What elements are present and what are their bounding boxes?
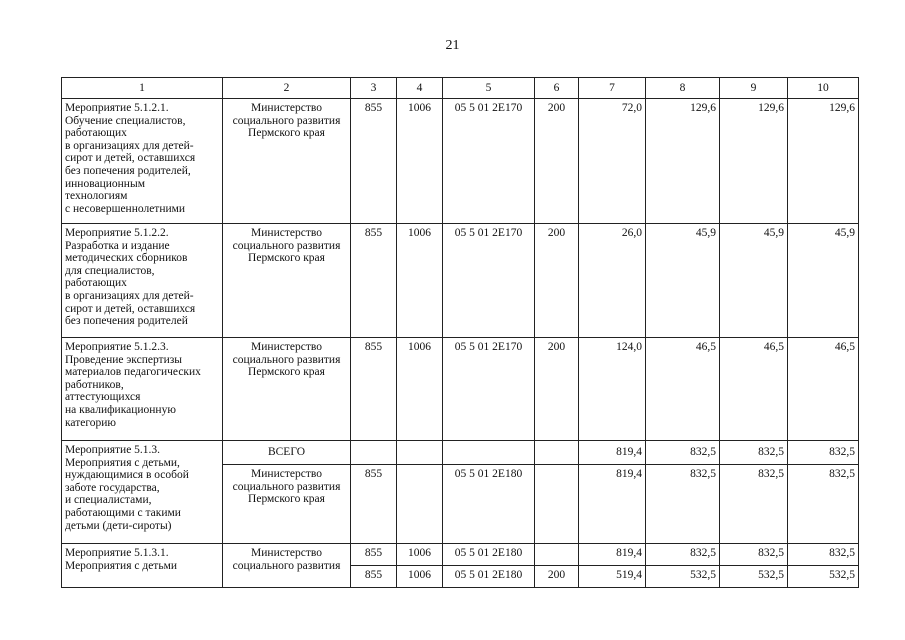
row-c6: 200: [535, 566, 579, 588]
row-executor: Министерство социального развития: [232, 547, 341, 572]
row-c9: 532,5: [720, 566, 788, 588]
row-executor: Министерство социального развития Пермского края: [232, 102, 341, 140]
header-col-3: 3: [351, 78, 397, 99]
row-c7: 124,0: [579, 338, 646, 441]
row-name-cell: [62, 224, 223, 338]
row-name: Мероприятие 5.1.3.1. Мероприятия с детьми: [65, 547, 178, 572]
header-col-4: 4: [397, 78, 443, 99]
row-name-cell: [62, 544, 223, 588]
row-c9: 129,6: [720, 99, 788, 224]
row-c4: 1006: [397, 99, 443, 224]
row-c8: 832,5: [646, 544, 720, 566]
row-c8: 832,5: [646, 465, 720, 544]
header-col-5: 5: [443, 78, 535, 99]
total-c6: [535, 441, 579, 465]
row-c8: 46,5: [646, 338, 720, 441]
total-c10: 832,5: [788, 441, 859, 465]
row-name: Мероприятие 5.1.2.1. Обучение специалистов, работающих в организациях для детей- сирот и детей, оставшихся без попечения родителей, инновационным технологиям с несовершеннолетними: [65, 102, 196, 215]
row-c6: [535, 544, 579, 566]
total-c9: 832,5: [720, 441, 788, 465]
row-c4: 1006: [397, 338, 443, 441]
header-col-9: 9: [720, 78, 788, 99]
row-c7: 72,0: [579, 99, 646, 224]
row-name: Мероприятие 5.1.3. Мероприятия с детьми, нуждающимися в особой заботе государства, и специалистами, работающими с такими детьми (дети-сироты): [65, 444, 189, 532]
row-c3: 855: [351, 544, 397, 566]
budget-table: [61, 77, 859, 588]
row-c4: 1006: [397, 224, 443, 338]
row-c3: 855: [351, 224, 397, 338]
row-c3: 855: [351, 566, 397, 588]
header-col-8: 8: [646, 78, 720, 99]
row-c9: 45,9: [720, 224, 788, 338]
table-row: [62, 99, 859, 224]
table-row: [62, 544, 859, 566]
total-c7: 819,4: [579, 441, 646, 465]
header-col-6: 6: [535, 78, 579, 99]
row-c7: 819,4: [579, 544, 646, 566]
row-name: Мероприятие 5.1.2.3. Проведение экспертизы материалов педагогических работников, аттестующихся на квалификационную категорию: [65, 341, 201, 429]
row-executor-cell: [223, 338, 351, 441]
table-row: [62, 224, 859, 338]
row-c5: 05 5 01 2E170: [443, 338, 535, 441]
row-executor: Министерство социального развития Пермского края: [232, 468, 341, 506]
row-executor: Министерство социального развития Пермского края: [232, 227, 341, 265]
row-c8: 45,9: [646, 224, 720, 338]
table-row: [62, 338, 859, 441]
row-c5: 05 5 01 2E180: [443, 544, 535, 566]
row-executor-cell: [223, 224, 351, 338]
header-col-10: 10: [788, 78, 859, 99]
row-c4: [397, 465, 443, 544]
row-c5: 05 5 01 2E170: [443, 99, 535, 224]
row-c7: 26,0: [579, 224, 646, 338]
row-c4: 1006: [397, 566, 443, 588]
row-c4: 1006: [397, 544, 443, 566]
total-label: ВСЕГО: [223, 441, 351, 465]
row-c10: 532,5: [788, 566, 859, 588]
total-c5: [443, 441, 535, 465]
header-col-1: 1: [62, 78, 223, 99]
row-c7: 519,4: [579, 566, 646, 588]
total-c3: [351, 441, 397, 465]
row-c9: 832,5: [720, 544, 788, 566]
row-c5: 05 5 01 2E180: [443, 566, 535, 588]
row-executor-cell: [223, 99, 351, 224]
total-c8: 832,5: [646, 441, 720, 465]
row-c3: 855: [351, 338, 397, 441]
row-c3: 855: [351, 99, 397, 224]
row-name-cell: [62, 338, 223, 441]
row-c6: 200: [535, 338, 579, 441]
header-col-2: 2: [223, 78, 351, 99]
row-name: Мероприятие 5.1.2.2. Разработка и издание методических сборников для специалистов, работающих в организациях для детей- сирот и детей, оставшихся без попечения родителей: [65, 227, 196, 328]
row-c10: 832,5: [788, 544, 859, 566]
row-name-cell: [62, 441, 223, 544]
row-c7: 819,4: [579, 465, 646, 544]
header-row: [62, 78, 859, 99]
row-c8: 129,6: [646, 99, 720, 224]
row-c5: 05 5 01 2E170: [443, 224, 535, 338]
row-name-cell: [62, 99, 223, 224]
header-col-7: 7: [579, 78, 646, 99]
row-executor-cell: [223, 465, 351, 544]
row-executor: Министерство социального развития Пермского края: [232, 341, 341, 379]
row-c6: 200: [535, 99, 579, 224]
row-c10: 46,5: [788, 338, 859, 441]
row-c6: 200: [535, 224, 579, 338]
row-c10: 129,6: [788, 99, 859, 224]
row-c6: [535, 465, 579, 544]
row-c8: 532,5: [646, 566, 720, 588]
row-c10: 832,5: [788, 465, 859, 544]
table-row-total: [62, 441, 859, 465]
row-executor-cell: [223, 544, 351, 588]
row-c10: 45,9: [788, 224, 859, 338]
page-number: 21: [445, 38, 460, 53]
row-c9: 46,5: [720, 338, 788, 441]
row-c5: 05 5 01 2E180: [443, 465, 535, 544]
row-c3: 855: [351, 465, 397, 544]
row-c9: 832,5: [720, 465, 788, 544]
total-c4: [397, 441, 443, 465]
